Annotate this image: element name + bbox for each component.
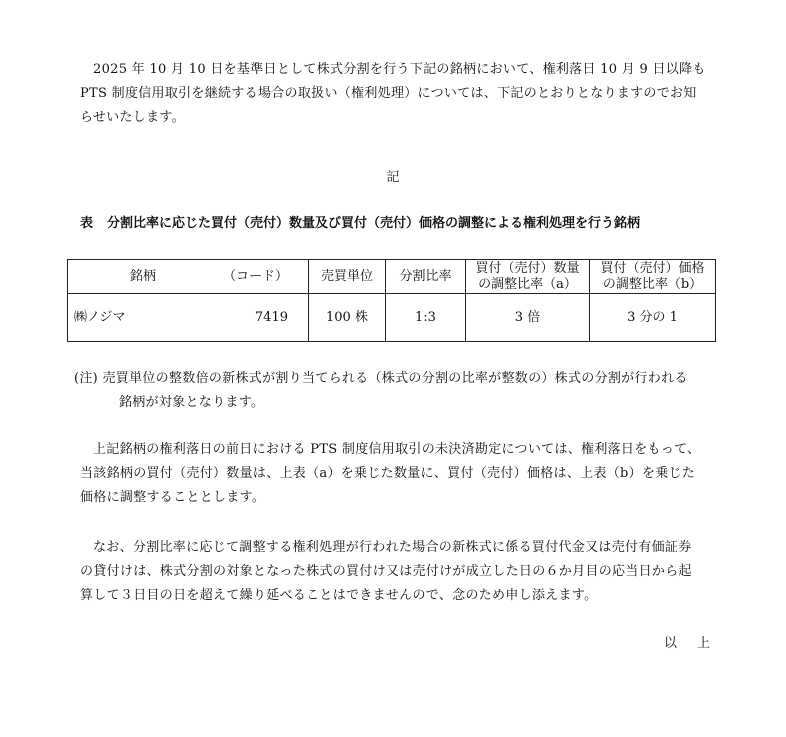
header-qty-line2: の調整比率（a）: [478, 276, 577, 292]
header-unit: 売買単位: [309, 260, 386, 294]
header-price-line1: 買付（売付）価格: [600, 260, 705, 276]
cell-ratio: 1:3: [386, 294, 466, 342]
note-line: (注) 売買単位の整数倍の新株式が割り当てられる（株式の分割の比率が整数の）株式の分割が行われる: [74, 371, 688, 386]
intro-line: PTS 制度信用取引を継続する場合の取扱い（権利処理）については、下記のとおりとなりますのでお知: [80, 86, 697, 101]
cell-name-code: [68, 294, 309, 342]
paragraph-adjustment: [80, 438, 720, 510]
adjustment-table: [67, 259, 716, 342]
cell-unit: 100 株: [309, 294, 386, 342]
paragraph-line: 価格に調整することとします。: [80, 490, 266, 505]
intro-line: 2025 年 10 月 10 日を基準日として株式分割を行う下記の銘柄において、権利落日 10 月 9 日以降も: [93, 62, 706, 77]
header-ratio: 分割比率: [386, 260, 466, 294]
paragraph-settlement: [80, 536, 720, 608]
table-header-row: [68, 260, 716, 294]
header-name: 銘柄: [130, 268, 157, 284]
cell-name: ㈱ノジマ: [74, 309, 126, 325]
header-name-code: [68, 260, 309, 294]
paragraph-line: 上記銘柄の権利落日の前日における PTS 制度信用取引の未決済勘定については、権利落日をもって、: [93, 442, 701, 457]
header-price-adjust: [590, 260, 716, 294]
cell-price-adjust: 3 分の 1: [590, 294, 716, 342]
table-title: [80, 214, 640, 234]
note-paragraph: [74, 367, 714, 415]
intro-paragraph: [80, 58, 720, 130]
header-qty-adjust: [466, 260, 590, 294]
note-line: 銘柄が対象となります。: [119, 395, 265, 410]
header-qty-line1: 買付（売付）数量: [475, 260, 580, 276]
header-code: （コード）: [222, 268, 288, 284]
table-label: 表: [80, 216, 94, 231]
ki-heading: 記: [386, 170, 400, 185]
header-price-line2: の調整比率（b）: [602, 276, 703, 292]
table-row: [68, 294, 716, 342]
closing-mark: 以上: [664, 636, 731, 651]
paragraph-line: の貸付けは、株式分割の対象となった株式の買付け又は売付けが成立した日の６か月目の応当日から起: [80, 564, 692, 579]
intro-line: らせいたします。: [80, 110, 185, 125]
cell-qty-adjust: 3 倍: [466, 294, 590, 342]
table-title-text: 分割比率に応じた買付（売付）数量及び買付（売付）価格の調整による権利処理を行う銘柄: [107, 216, 641, 231]
paragraph-line: 算して３日目の日を超えて繰り延べることはできませんので、念のため申し添えます。: [80, 588, 598, 603]
paragraph-line: なお、分割比率に応じて調整する権利処理が行われた場合の新株式に係る買付代金又は売付有価証券: [93, 540, 692, 555]
cell-code: 7419: [254, 309, 288, 325]
paragraph-line: 当該銘柄の買付（売付）数量は、上表（a）を乗じた数量に、買付（売付）価格は、上表（b）を乗じた: [80, 466, 696, 481]
